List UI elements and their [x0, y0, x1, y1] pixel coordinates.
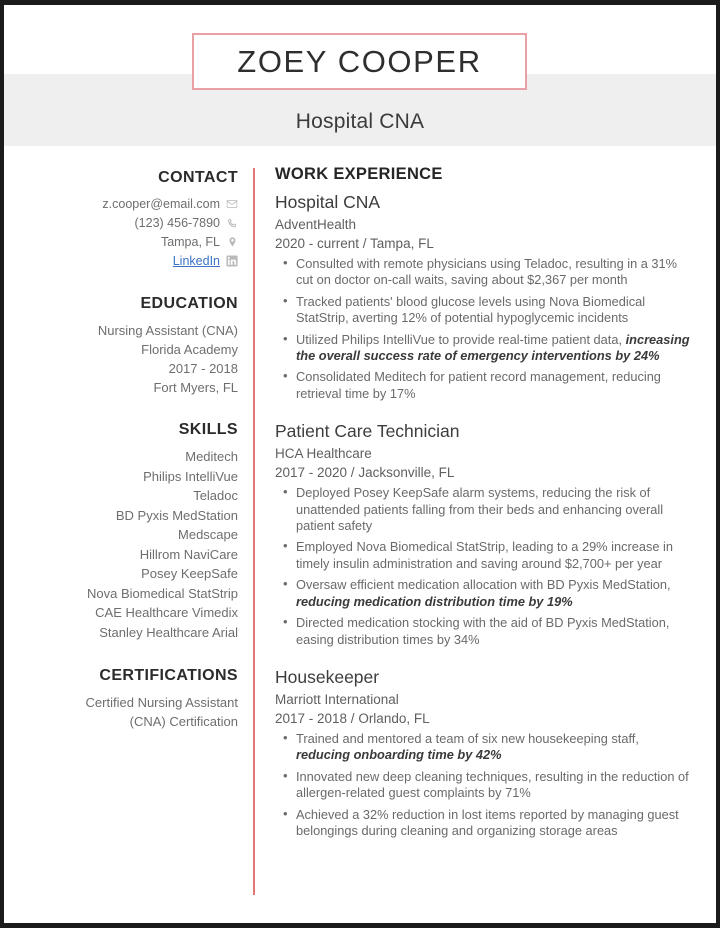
bullet-text: Innovated new deep cleaning techniques, resulting in the reduction of allergen-related guest complaints by 71%: [296, 768, 689, 801]
contact-item-label: z.cooper@email.com: [102, 197, 220, 211]
contact-list: [20, 195, 238, 270]
certification-line: (CNA) Certification: [129, 714, 238, 729]
section-skills: [20, 421, 238, 642]
envelope-icon: [226, 198, 238, 210]
skill-item: Nova Biomedical StatStrip: [86, 585, 238, 601]
bullet-text: Tracked patients' blood glucose levels using Nova Biomedical StatStrip, averting 12% of potential hypoglycemic incidents: [296, 293, 646, 326]
contact-item-label: Tampa, FL: [160, 235, 220, 249]
bullet-text: Directed medication stocking with the aid of BD Pyxis MedStation, easing distribution times by 34%: [296, 615, 670, 647]
contact-item-label: (123) 456-7890: [134, 216, 220, 230]
education-line: Fort Myers, FL: [153, 380, 238, 395]
job-bullet: [296, 294, 693, 327]
contact-item-phone: [20, 214, 238, 232]
skill-item: CAE Healthcare Vimedix: [95, 605, 238, 620]
section-certifications: [20, 667, 238, 731]
job-entry: [275, 666, 693, 839]
headline-job-title: Hospital CNA: [295, 110, 425, 133]
skill-item: Stanley Healthcare Arial: [99, 624, 238, 640]
bullet-text: Employed Nova Biomedical StatStrip, leading to a 29% increase in timely insulin administration and saving around $2,700+ per year: [296, 539, 674, 571]
phone-icon: [226, 217, 238, 229]
job-entry: [275, 420, 693, 648]
job-position: Hospital CNA: [275, 192, 381, 212]
job-bullet: [296, 539, 693, 572]
bullet-text: Trained and mentored a team of six new housekeeping staff,: [296, 730, 639, 746]
education-line: 2017 - 2018: [168, 361, 238, 376]
bullet-text: Deployed Posey KeepSafe alarm systems, reducing the risk of unattended patients falling from their beds and enhancing overall patient safety: [296, 485, 664, 534]
education-heading: EDUCATION: [140, 295, 238, 312]
bullet-text: Consolidated Meditech for patient record management, reducing retrieval time by 17%: [296, 369, 661, 401]
skill-item: Medscape: [178, 527, 238, 542]
contact-item-linkedin[interactable]: [20, 252, 238, 270]
job-bullet: [296, 577, 693, 610]
job-position: Patient Care Technician: [275, 421, 460, 442]
contact-item-label[interactable]: LinkedIn: [172, 254, 220, 268]
contact-heading: CONTACT: [158, 169, 238, 186]
job-bullet-list: [275, 256, 693, 402]
bullet-text: Utilized Philips IntelliVue to provide real-time patient data,: [296, 331, 626, 347]
bullet-emphasis: increasing the overall success rate of emergency interventions by 24%: [296, 331, 690, 364]
skill-item: Hillrom NaviCare: [139, 546, 238, 562]
job-bullet: [296, 332, 693, 365]
certifications-heading: CERTIFICATIONS: [99, 667, 238, 684]
job-bullet: [296, 615, 693, 648]
linkedin-icon: [226, 255, 238, 267]
certifications-list: [20, 693, 238, 731]
skills-heading: SKILLS: [178, 421, 238, 438]
section-education: [20, 295, 238, 397]
job-bullet: [296, 256, 693, 289]
certification-line: Certified Nursing Assistant: [85, 695, 238, 710]
job-bullet: [296, 485, 693, 534]
jobs-list: [275, 191, 693, 839]
job-bullet-list: [275, 485, 693, 648]
bullet-text: Oversaw efficient medication allocation with BD Pyxis MedStation,: [296, 577, 671, 593]
job-bullet: [296, 769, 693, 802]
job-organization: AdventHealth: [275, 217, 357, 232]
job-organization: Marriott International: [275, 691, 399, 707]
job-bullet-list: [275, 731, 693, 839]
bullet-emphasis: reducing onboarding time by 42%: [296, 747, 502, 763]
column-divider: [253, 168, 255, 895]
job-entry: [275, 191, 693, 402]
main-content: [275, 165, 693, 854]
job-bullet: [296, 731, 693, 764]
job-bullet: [296, 807, 693, 840]
job-title-band: [4, 100, 716, 144]
job-dates-location: 2017 - 2020 / Jacksonville, FL: [275, 465, 455, 481]
job-position: Housekeeper: [275, 666, 380, 687]
contact-item-envelope: [20, 195, 238, 213]
job-dates-location: 2020 - current / Tampa, FL: [275, 236, 434, 251]
skill-item: BD Pyxis MedStation: [115, 507, 238, 523]
job-dates-location: 2017 - 2018 / Orlando, FL: [275, 710, 430, 726]
bullet-text: Consulted with remote physicians using Teladoc, resulting in a 31% cut on doctor on-call waits, saving about $2,367 per month: [296, 256, 678, 288]
skill-item: Meditech: [185, 449, 238, 464]
section-contact: [20, 169, 238, 270]
work-experience-heading: WORK EXPERIENCE: [275, 165, 443, 183]
bullet-emphasis: reducing medication distribution time by 19%: [296, 593, 573, 609]
name-box: [192, 33, 527, 90]
education-list: [20, 321, 238, 397]
bullet-text: Achieved a 32% reduction in lost items reported by managing guest belongings during cleaning and organizing storage areas: [296, 806, 679, 838]
job-bullet: [296, 369, 693, 402]
education-line: Nursing Assistant (CNA): [97, 323, 238, 338]
location-pin-icon: [226, 236, 238, 248]
skill-item: Teladoc: [193, 488, 238, 503]
skill-item: Philips IntelliVue: [143, 468, 238, 484]
job-organization: HCA Healthcare: [275, 446, 372, 462]
contact-item-location-pin: [20, 233, 238, 251]
sidebar: [20, 165, 238, 731]
skills-list: [20, 447, 238, 642]
education-line: Florida Academy: [141, 342, 238, 357]
page-title: ZOEY COOPER: [237, 44, 482, 79]
skill-item: Posey KeepSafe: [141, 566, 238, 581]
